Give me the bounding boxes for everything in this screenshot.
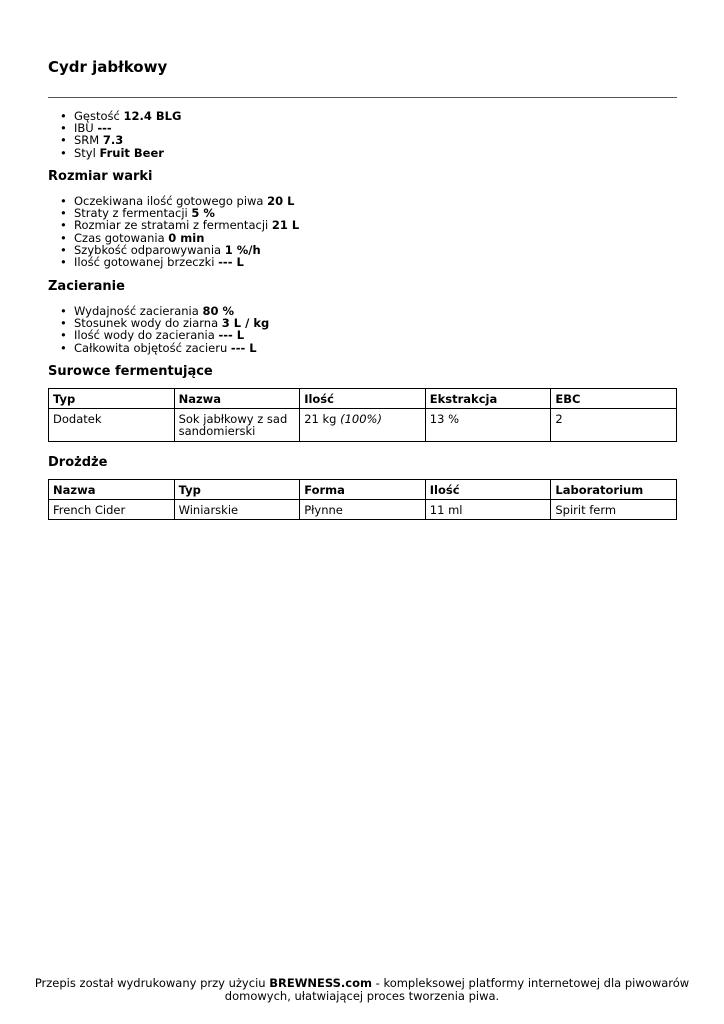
param-srm: • SRM 7.3 — [74, 134, 181, 146]
cell-amount: 21 kg (100%) — [300, 409, 426, 441]
mash-heading: Zacieranie — [48, 279, 125, 294]
cell-form: Płynne — [300, 500, 426, 520]
mash-item: • Stosunek wody do ziarna 3 L / kg — [74, 317, 269, 329]
mash-item: • Wydajność zacierania 80 % — [74, 305, 269, 317]
batch-item: • Czas gotowania 0 min — [74, 232, 299, 244]
column-header: Forma — [300, 480, 426, 500]
fermentables-table — [48, 388, 677, 442]
cell-amount: 11 ml — [425, 500, 551, 520]
column-header: Typ — [49, 389, 175, 409]
cell-ebc: 2 — [551, 409, 677, 441]
param-ibu: • IBU --- — [74, 122, 181, 134]
cell-name: Sok jabłkowy z sad sandomierski — [174, 409, 300, 441]
mash-list — [48, 305, 269, 354]
cell-lab: Spirit ferm — [551, 500, 677, 520]
column-header: Ilość — [425, 480, 551, 500]
batch-item: • Ilość gotowanej brzeczki --- L — [74, 256, 299, 268]
table-row — [49, 500, 677, 520]
cell-type: Dodatek — [49, 409, 175, 441]
param-style: • Styl Fruit Beer — [74, 147, 181, 159]
column-header: EBC — [551, 389, 677, 409]
brand-link: BREWNESS.com — [269, 976, 372, 990]
batch-heading: Rozmiar warki — [48, 169, 153, 184]
batch-item: • Oczekiwana ilość gotowego piwa 20 L — [74, 195, 299, 207]
mash-item: • Całkowita objętość zacieru --- L — [74, 342, 269, 354]
batch-list — [48, 195, 299, 268]
mash-item: • Ilość wody do zacierania --- L — [74, 329, 269, 341]
yeast-table — [48, 479, 677, 520]
title-divider — [48, 97, 677, 98]
column-header: Laboratorium — [551, 480, 677, 500]
batch-item: • Szybkość odparowywania 1 %/h — [74, 244, 299, 256]
fermentables-heading: Surowce fermentujące — [48, 364, 213, 379]
column-header: Ilość — [300, 389, 426, 409]
column-header: Typ — [174, 480, 300, 500]
cell-type: Winiarskie — [174, 500, 300, 520]
table-header-row — [49, 389, 677, 409]
table-row — [49, 409, 677, 441]
yeast-heading: Drożdże — [48, 455, 108, 470]
cell-name: French Cider — [49, 500, 175, 520]
param-gravity: • Gęstość 12.4 BLG — [74, 110, 181, 122]
batch-item: • Straty z fermentacji 5 % — [74, 207, 299, 219]
cell-extraction: 13 % — [425, 409, 551, 441]
table-header-row — [49, 480, 677, 500]
column-header: Nazwa — [49, 480, 175, 500]
column-header: Ekstrakcja — [425, 389, 551, 409]
print-footer: Przepis został wydrukowany przy użyciu BREWNESS.com - kompleksowej platformy internetowej dla piwowarów domowych, ułatwiającej proces tworzenia piwa. — [34, 976, 690, 1003]
recipe-title: Cydr jabłkowy — [48, 58, 168, 76]
batch-item: • Rozmiar ze stratami z fermentacji 21 L — [74, 219, 299, 231]
column-header: Nazwa — [174, 389, 300, 409]
params-list — [48, 110, 181, 159]
